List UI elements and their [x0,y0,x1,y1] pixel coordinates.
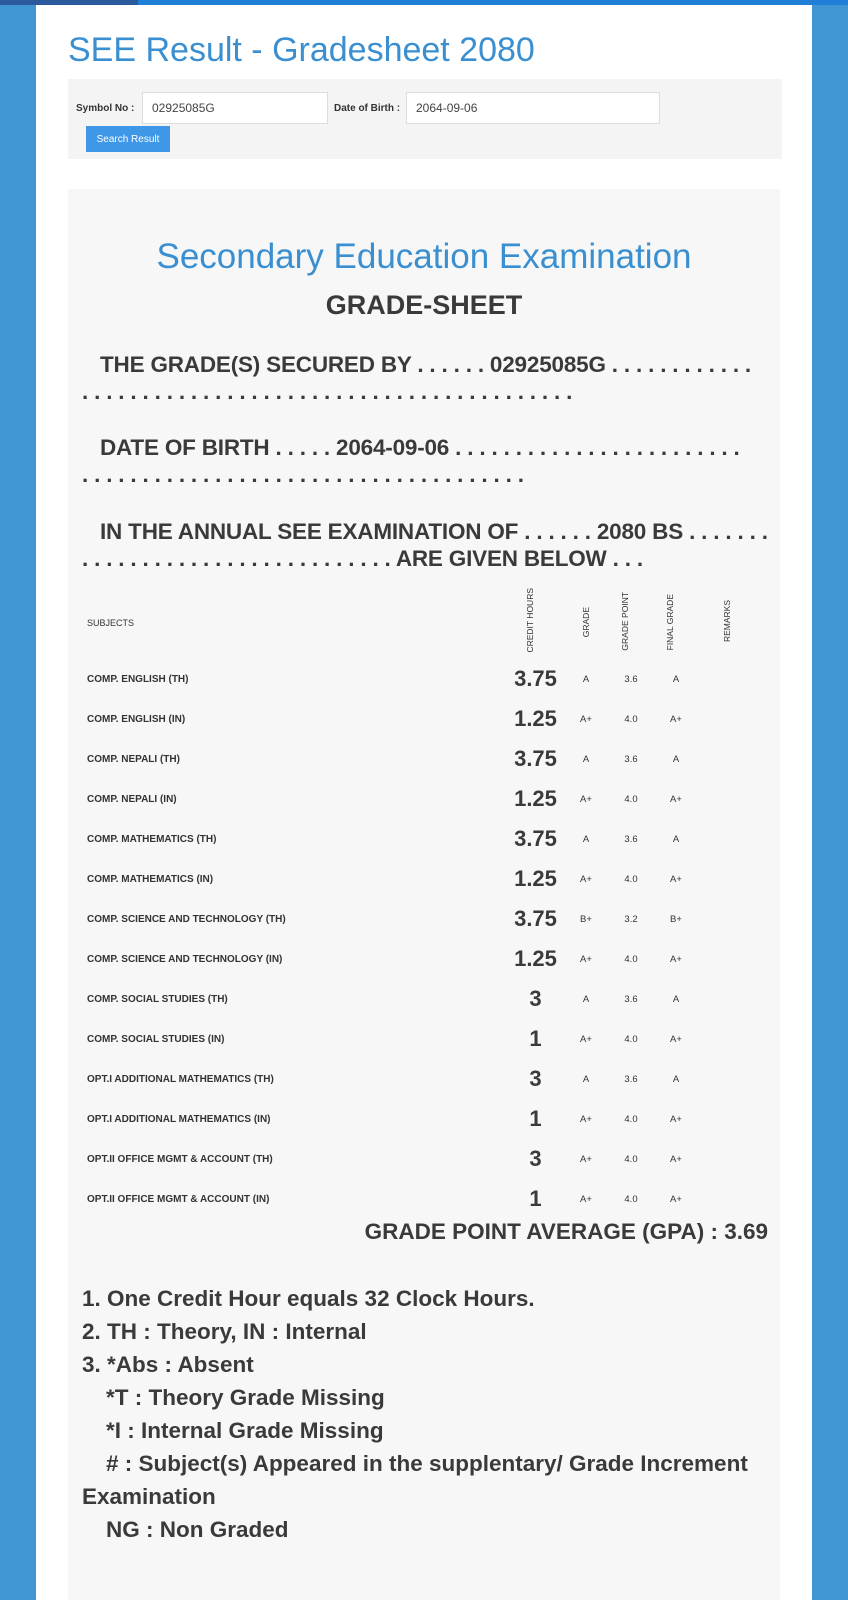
table-row [81,779,756,819]
subject-cell: COMP. MATHEMATICS (TH) [81,819,508,859]
table-row [81,659,756,699]
credit-hours-cell: 1 [508,1019,564,1059]
exam-statement [82,518,766,572]
table-row [81,1139,756,1179]
grade-point-cell: 4.0 [609,779,654,819]
table-row [81,1179,756,1219]
grade-cell: B+ [564,899,609,939]
page-title: SEE Result - Gradesheet 2080 [68,31,535,69]
grade-cell: A+ [564,859,609,899]
header-subjects: SUBJECTS [81,588,508,660]
subject-cell: COMP. SCIENCE AND TECHNOLOGY (IN) [81,939,508,979]
grade-point-cell: 4.0 [609,699,654,739]
subject-cell: COMP. SCIENCE AND TECHNOLOGY (TH) [81,899,508,939]
secured-by-statement [82,351,766,405]
subject-cell: COMP. NEPALI (IN) [81,779,508,819]
dob-input[interactable] [406,92,660,124]
grade-cell: A [564,819,609,859]
remarks-cell [699,1059,756,1099]
subject-cell: COMP. NEPALI (TH) [81,739,508,779]
remarks-cell [699,1099,756,1139]
credit-hours-cell: 3 [508,1059,564,1099]
note-item: *T : Theory Grade Missing [106,1385,385,1410]
grade-cell: A [564,1059,609,1099]
grade-point-cell: 4.0 [609,859,654,899]
remarks-cell [699,859,756,899]
remarks-cell [699,899,756,939]
grade-point-cell: 3.6 [609,1059,654,1099]
grade-cell: A [564,659,609,699]
symbol-no-input[interactable] [142,92,328,124]
credit-hours-cell: 1 [508,1099,564,1139]
credit-hours-cell: 3.75 [508,659,564,699]
final-grade-cell: B+ [654,899,699,939]
grade-cell: A+ [564,939,609,979]
dob-line1: DATE OF BIRTH . . . . . 2064-09-06 . . . . . . . . . . . . . . . . . . . . . . . . [100,435,740,460]
grade-point-cell: 3.6 [609,819,654,859]
credit-hours-cell: 3 [508,1139,564,1179]
page-container [36,5,812,1600]
header-grade-point: GRADE POINT [620,592,630,652]
grade-point-cell: 3.6 [609,979,654,1019]
grade-point-cell: 4.0 [609,1019,654,1059]
note-item: 3. *Abs : Absent [82,1352,254,1377]
credit-hours-cell: 3.75 [508,739,564,779]
grade-point-cell: 4.0 [609,939,654,979]
header-final-grade-cell [654,588,699,660]
grade-point-cell: 4.0 [609,1099,654,1139]
secured-by-line1: THE GRADE(S) SECURED BY . . . . . . 02925085G . . . . . . . . . . . . [100,352,751,377]
grades-table-body [81,659,756,1219]
table-row [81,859,756,899]
header-remarks: REMARKS [721,599,732,642]
table-row [81,899,756,939]
remarks-cell [699,819,756,859]
final-grade-cell: A [654,979,699,1019]
subject-cell: OPT.II OFFICE MGMT & ACCOUNT (TH) [81,1139,508,1179]
table-row [81,939,756,979]
grade-cell: A+ [564,1019,609,1059]
header-grade-cell [564,588,609,660]
subject-cell: OPT.I ADDITIONAL MATHEMATICS (IN) [81,1099,508,1139]
dob-label: Date of Birth : [334,103,401,114]
table-header-row [81,588,756,660]
final-grade-cell: A [654,739,699,779]
grade-cell: A+ [564,779,609,819]
secured-by-line2: . . . . . . . . . . . . . . . . . . . . . . . . . . . . . . . . . . . . . . . . . [82,379,573,404]
final-grade-cell: A+ [654,859,699,899]
remarks-cell [699,1019,756,1059]
note-item: 2. TH : Theory, IN : Internal [82,1319,367,1344]
credit-hours-cell: 1.25 [508,779,564,819]
grade-point-cell: 4.0 [609,1179,654,1219]
grade-cell: A+ [564,1099,609,1139]
credit-hours-cell: 3 [508,979,564,1019]
remarks-cell [699,1139,756,1179]
dob-statement [82,434,766,488]
subject-cell: OPT.II OFFICE MGMT & ACCOUNT (IN) [81,1179,508,1219]
credit-hours-cell: 1.25 [508,699,564,739]
final-grade-cell: A+ [654,939,699,979]
header-credit-hours-cell [508,588,564,660]
grade-cell: A+ [564,699,609,739]
credit-hours-cell: 3.75 [508,819,564,859]
remarks-cell [699,939,756,979]
credit-hours-cell: 1.25 [508,859,564,899]
final-grade-cell: A+ [654,1019,699,1059]
table-row [81,1019,756,1059]
note-item: # : Subject(s) Appeared in the supplentary/ Grade Increment [106,1451,748,1476]
search-form [68,79,782,159]
header-credit-hours: CREDIT HOURS [524,588,535,653]
note-item: *I : Internal Grade Missing [106,1418,384,1443]
header-remarks-cell [699,588,756,660]
grade-sheet [68,189,780,1600]
grade-point-cell: 3.6 [609,739,654,779]
grade-cell: A+ [564,1179,609,1219]
notes-list [82,1282,766,1546]
header-grade-point-cell [609,588,654,660]
remarks-cell [699,1179,756,1219]
header-final-grade: FINAL GRADE [665,593,675,650]
subject-cell: OPT.I ADDITIONAL MATHEMATICS (TH) [81,1059,508,1099]
grade-sheet-title: GRADE-SHEET [325,290,523,320]
final-grade-cell: A [654,1059,699,1099]
table-row [81,979,756,1019]
final-grade-cell: A+ [654,699,699,739]
credit-hours-cell: 1.25 [508,939,564,979]
remarks-cell [699,979,756,1019]
table-row [81,739,756,779]
symbol-no-label: Symbol No : [76,103,135,114]
dob-line2: . . . . . . . . . . . . . . . . . . . . . . . . . . . . . . . . . . . . . [82,462,524,487]
final-grade-cell: A [654,819,699,859]
exam-line2: . . . . . . . . . . . . . . . . . . . . . . . . . . ARE GIVEN BELOW . . . [82,546,643,571]
grade-point-cell: 4.0 [609,1139,654,1179]
final-grade-cell: A+ [654,1179,699,1219]
exam-line1: IN THE ANNUAL SEE EXAMINATION OF . . . . . . 2080 BS . . . . . . . [100,519,768,544]
grade-point-cell: 3.6 [609,659,654,699]
final-grade-cell: A+ [654,1139,699,1179]
grades-table [80,587,756,1220]
subject-cell: COMP. SOCIAL STUDIES (TH) [81,979,508,1019]
subject-cell: COMP. ENGLISH (TH) [81,659,508,699]
final-grade-cell: A+ [654,1099,699,1139]
credit-hours-cell: 3.75 [508,899,564,939]
remarks-cell [699,659,756,699]
table-row [81,699,756,739]
note-item: NG : Non Graded [106,1517,289,1542]
grade-cell: A [564,979,609,1019]
table-row [81,1059,756,1099]
credit-hours-cell: 1 [508,1179,564,1219]
search-result-button[interactable]: Search Result [86,126,170,152]
note-item: Examination [82,1484,216,1509]
header-grade: GRADE [580,606,591,637]
subject-cell: COMP. ENGLISH (IN) [81,699,508,739]
subject-cell: COMP. MATHEMATICS (IN) [81,859,508,899]
remarks-cell [699,699,756,739]
final-grade-cell: A [654,659,699,699]
subject-cell: COMP. SOCIAL STUDIES (IN) [81,1019,508,1059]
exam-title: Secondary Education Examination [156,237,692,276]
table-row [81,1099,756,1139]
remarks-cell [699,739,756,779]
note-item: 1. One Credit Hour equals 32 Clock Hours. [82,1286,535,1311]
final-grade-cell: A+ [654,779,699,819]
gpa-value: GRADE POINT AVERAGE (GPA) : 3.69 [364,1219,768,1244]
remarks-cell [699,779,756,819]
table-row [81,819,756,859]
grade-cell: A [564,739,609,779]
grade-point-cell: 3.2 [609,899,654,939]
grade-cell: A+ [564,1139,609,1179]
